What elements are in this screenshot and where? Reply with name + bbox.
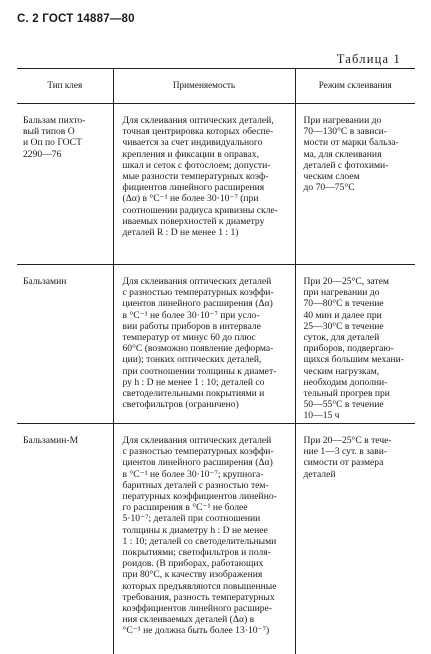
application-cell [113, 265, 295, 424]
page-header: С. 2 ГОСТ 14887—80 [17, 13, 135, 25]
adhesive-type-text: Бальзамин-М [17, 424, 113, 446]
column-header-mode: Режим склеивания [295, 69, 415, 104]
mode-cell [295, 104, 415, 265]
mode-cell [295, 424, 415, 654]
mode-cell [295, 265, 415, 424]
adhesive-table [17, 68, 415, 654]
table-row [17, 424, 415, 654]
application-text: Для склеивания оптических деталей с разностью температурных коэффи- циентов линейного расширения (Δα) в °С⁻¹ не более 30·10⁻⁷ при усло- вии работы приборов в интервале температур от минус 60 до плюс 60°С (возможно появление деформа- ции); тонких оптических деталей, при соотношении толщины к диамет- ру h : D не менее 1 : 10; деталей со светоделительными покрытиями и светофильтров (ограничено) [114, 265, 295, 410]
application-text: Для склеивания оптических деталей с разностью температурных коэффи- циентов линейного расширения (Δα) в °С⁻¹ не более 30·10⁻⁷; крупнога- баритных деталей с разностью тем- пературных коэффициентов линейно- го расширения в °С⁻¹ не более 5·10⁻⁷; деталей при соотношении толщины к диаметру h : D не менее 1 : 10; деталей со светоделительными покрытиями; светофильтров и поля- роидов. (В приборах, работающих при 80°С, к качеству изображения которых предъявляются повышенные требования, разность температурных коэффициентов линейного расшире- ния склеиваемых деталей (Δα) в °С⁻¹ не должна быть более 13·10⁻⁷) [114, 424, 295, 637]
table-header [17, 69, 415, 104]
bonding-mode-text: При 20—25°С, затем при нагревании до 70—80°С в течение 40 мин и далее при 25—30°С в течение суток, для деталей приборов, подвергаю- щихся большим механи- ческим нагрузкам, необходим дополни- тельный прогрев при 50—55°С в течение 10—15 ч [296, 265, 416, 422]
table-row [17, 104, 415, 265]
bonding-mode-text: При 20—25°С в тече- ние 1—3 сут. в зави- симости от размера деталей [296, 424, 416, 480]
application-text: Для склеивания оптических деталей, точная центрировка которых обеспе- чивается за счет индивидуального крепления и фиксации в оправах, шкал и сеток с фотослоем; допусти- мые разности температурных коэф- фициентов линейного расширения (Δα) в °С⁻¹ не более 30·10⁻⁷ (при соотношении радиуса кривизны скле- иваемых поверхностей к диаметру деталей R : D не менее 1 : 1) [114, 104, 295, 238]
bonding-mode-text: При нагревании до 70—130°С в зависи- мости от марки бальза- ма, для склеивания деталей с фотохими- ческим слоем до 70—75°С [296, 104, 416, 193]
type-cell [17, 265, 113, 424]
application-cell [113, 104, 295, 265]
type-cell [17, 104, 113, 265]
header-row [17, 69, 415, 104]
column-header-type: Тип клея [17, 69, 113, 104]
application-cell [113, 424, 295, 654]
type-cell [17, 424, 113, 654]
adhesive-type-text: Бальзам пихто- вый типов О и Оп по ГОСТ 2290—76 [17, 104, 113, 160]
column-header-application: Применяемость [113, 69, 295, 104]
table-title: Таблица 1 [337, 52, 401, 67]
table-row [17, 265, 415, 424]
adhesive-type-text: Бальзамин [17, 265, 113, 287]
